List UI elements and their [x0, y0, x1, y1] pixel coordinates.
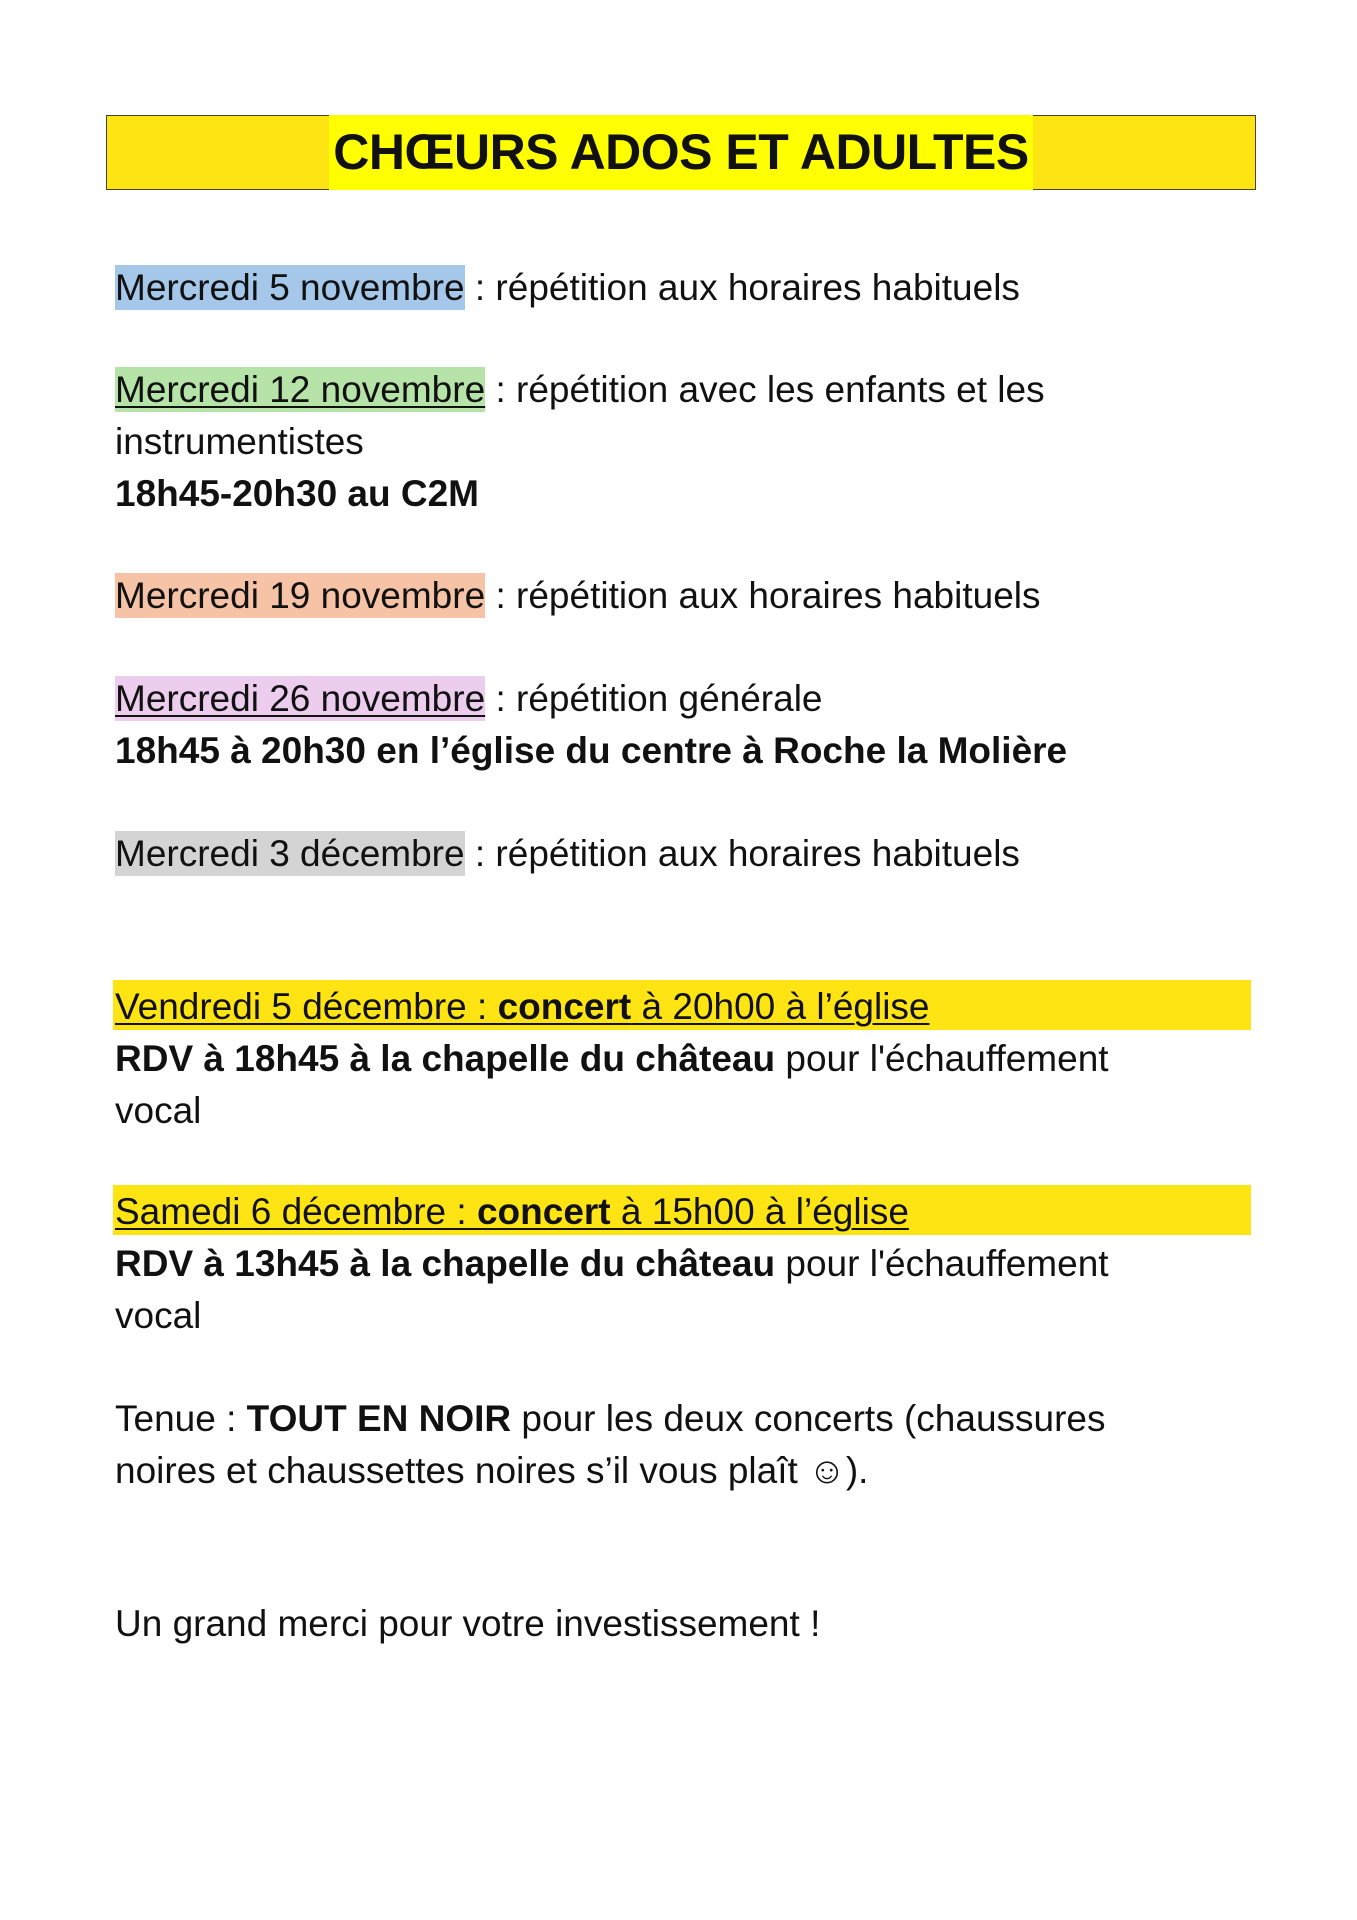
entry-text: : répétition générale [485, 678, 823, 719]
date-highlight: Mercredi 19 novembre [115, 575, 486, 616]
title-box [106, 115, 1256, 190]
concert-dec-5 [115, 981, 930, 1033]
concert-time: à 20h00 à l’église [631, 986, 930, 1027]
concert-dec-6-rdv-cont: vocal [115, 1295, 202, 1336]
entry-nov-19 [115, 570, 1041, 622]
entry-nov-26-detail: 18h45 à 20h30 en l’église du centre à Roche la Molière [115, 730, 1068, 771]
entry-nov-5 [115, 262, 1020, 314]
entry-dec-3 [115, 828, 1020, 880]
dress-code-label: Tenue : [115, 1398, 247, 1439]
entry-text: : répétition aux horaires habituels [464, 833, 1020, 874]
concert-dec-6 [115, 1186, 909, 1238]
rdv-rest: pour l'échauffement [775, 1038, 1109, 1079]
date-highlight: Mercredi 12 novembre [115, 369, 486, 410]
entry-nov-12-detail: 18h45-20h30 au C2M [115, 473, 480, 514]
concert-label: concert [476, 1191, 611, 1232]
concert-date: Vendredi 5 décembre : [115, 986, 498, 1027]
concert-time: à 15h00 à l’église [610, 1191, 909, 1232]
concert-date: Samedi 6 décembre : [115, 1191, 477, 1232]
rdv-bold: RDV à 18h45 à la chapelle du château [115, 1038, 776, 1079]
concert-label: concert [497, 986, 632, 1027]
concert-dec-5-rdv-cont: vocal [115, 1090, 202, 1131]
rdv-rest: pour l'échauffement [775, 1243, 1109, 1284]
dress-code-rest: pour les deux concerts (chaussures [511, 1398, 1106, 1439]
entry-text: : répétition aux horaires habituels [464, 267, 1020, 308]
dress-code [115, 1393, 1106, 1445]
dress-code-cont: noires et chaussettes noires s’il vous plaît ☺). [115, 1450, 869, 1491]
dress-code-bold: TOUT EN NOIR [246, 1398, 512, 1439]
date-highlight: Mercredi 26 novembre [115, 678, 486, 719]
entry-nov-12-cont: instrumentistes [115, 421, 364, 462]
entry-text: : répétition aux horaires habituels [485, 575, 1041, 616]
date-highlight: Mercredi 3 décembre [115, 833, 465, 874]
entry-nov-26 [115, 673, 823, 725]
entry-text: : répétition avec les enfants et les [485, 369, 1045, 410]
page-title: CHŒURS ADOS ET ADULTES [329, 115, 1033, 190]
concert-dec-6-rdv [115, 1238, 1109, 1290]
closing-message: Un grand merci pour votre investissement ! [115, 1603, 821, 1644]
date-highlight: Mercredi 5 novembre [115, 267, 465, 308]
entry-nov-12 [115, 364, 1045, 416]
rdv-bold: RDV à 13h45 à la chapelle du château [115, 1243, 776, 1284]
concert-dec-5-rdv [115, 1033, 1109, 1085]
